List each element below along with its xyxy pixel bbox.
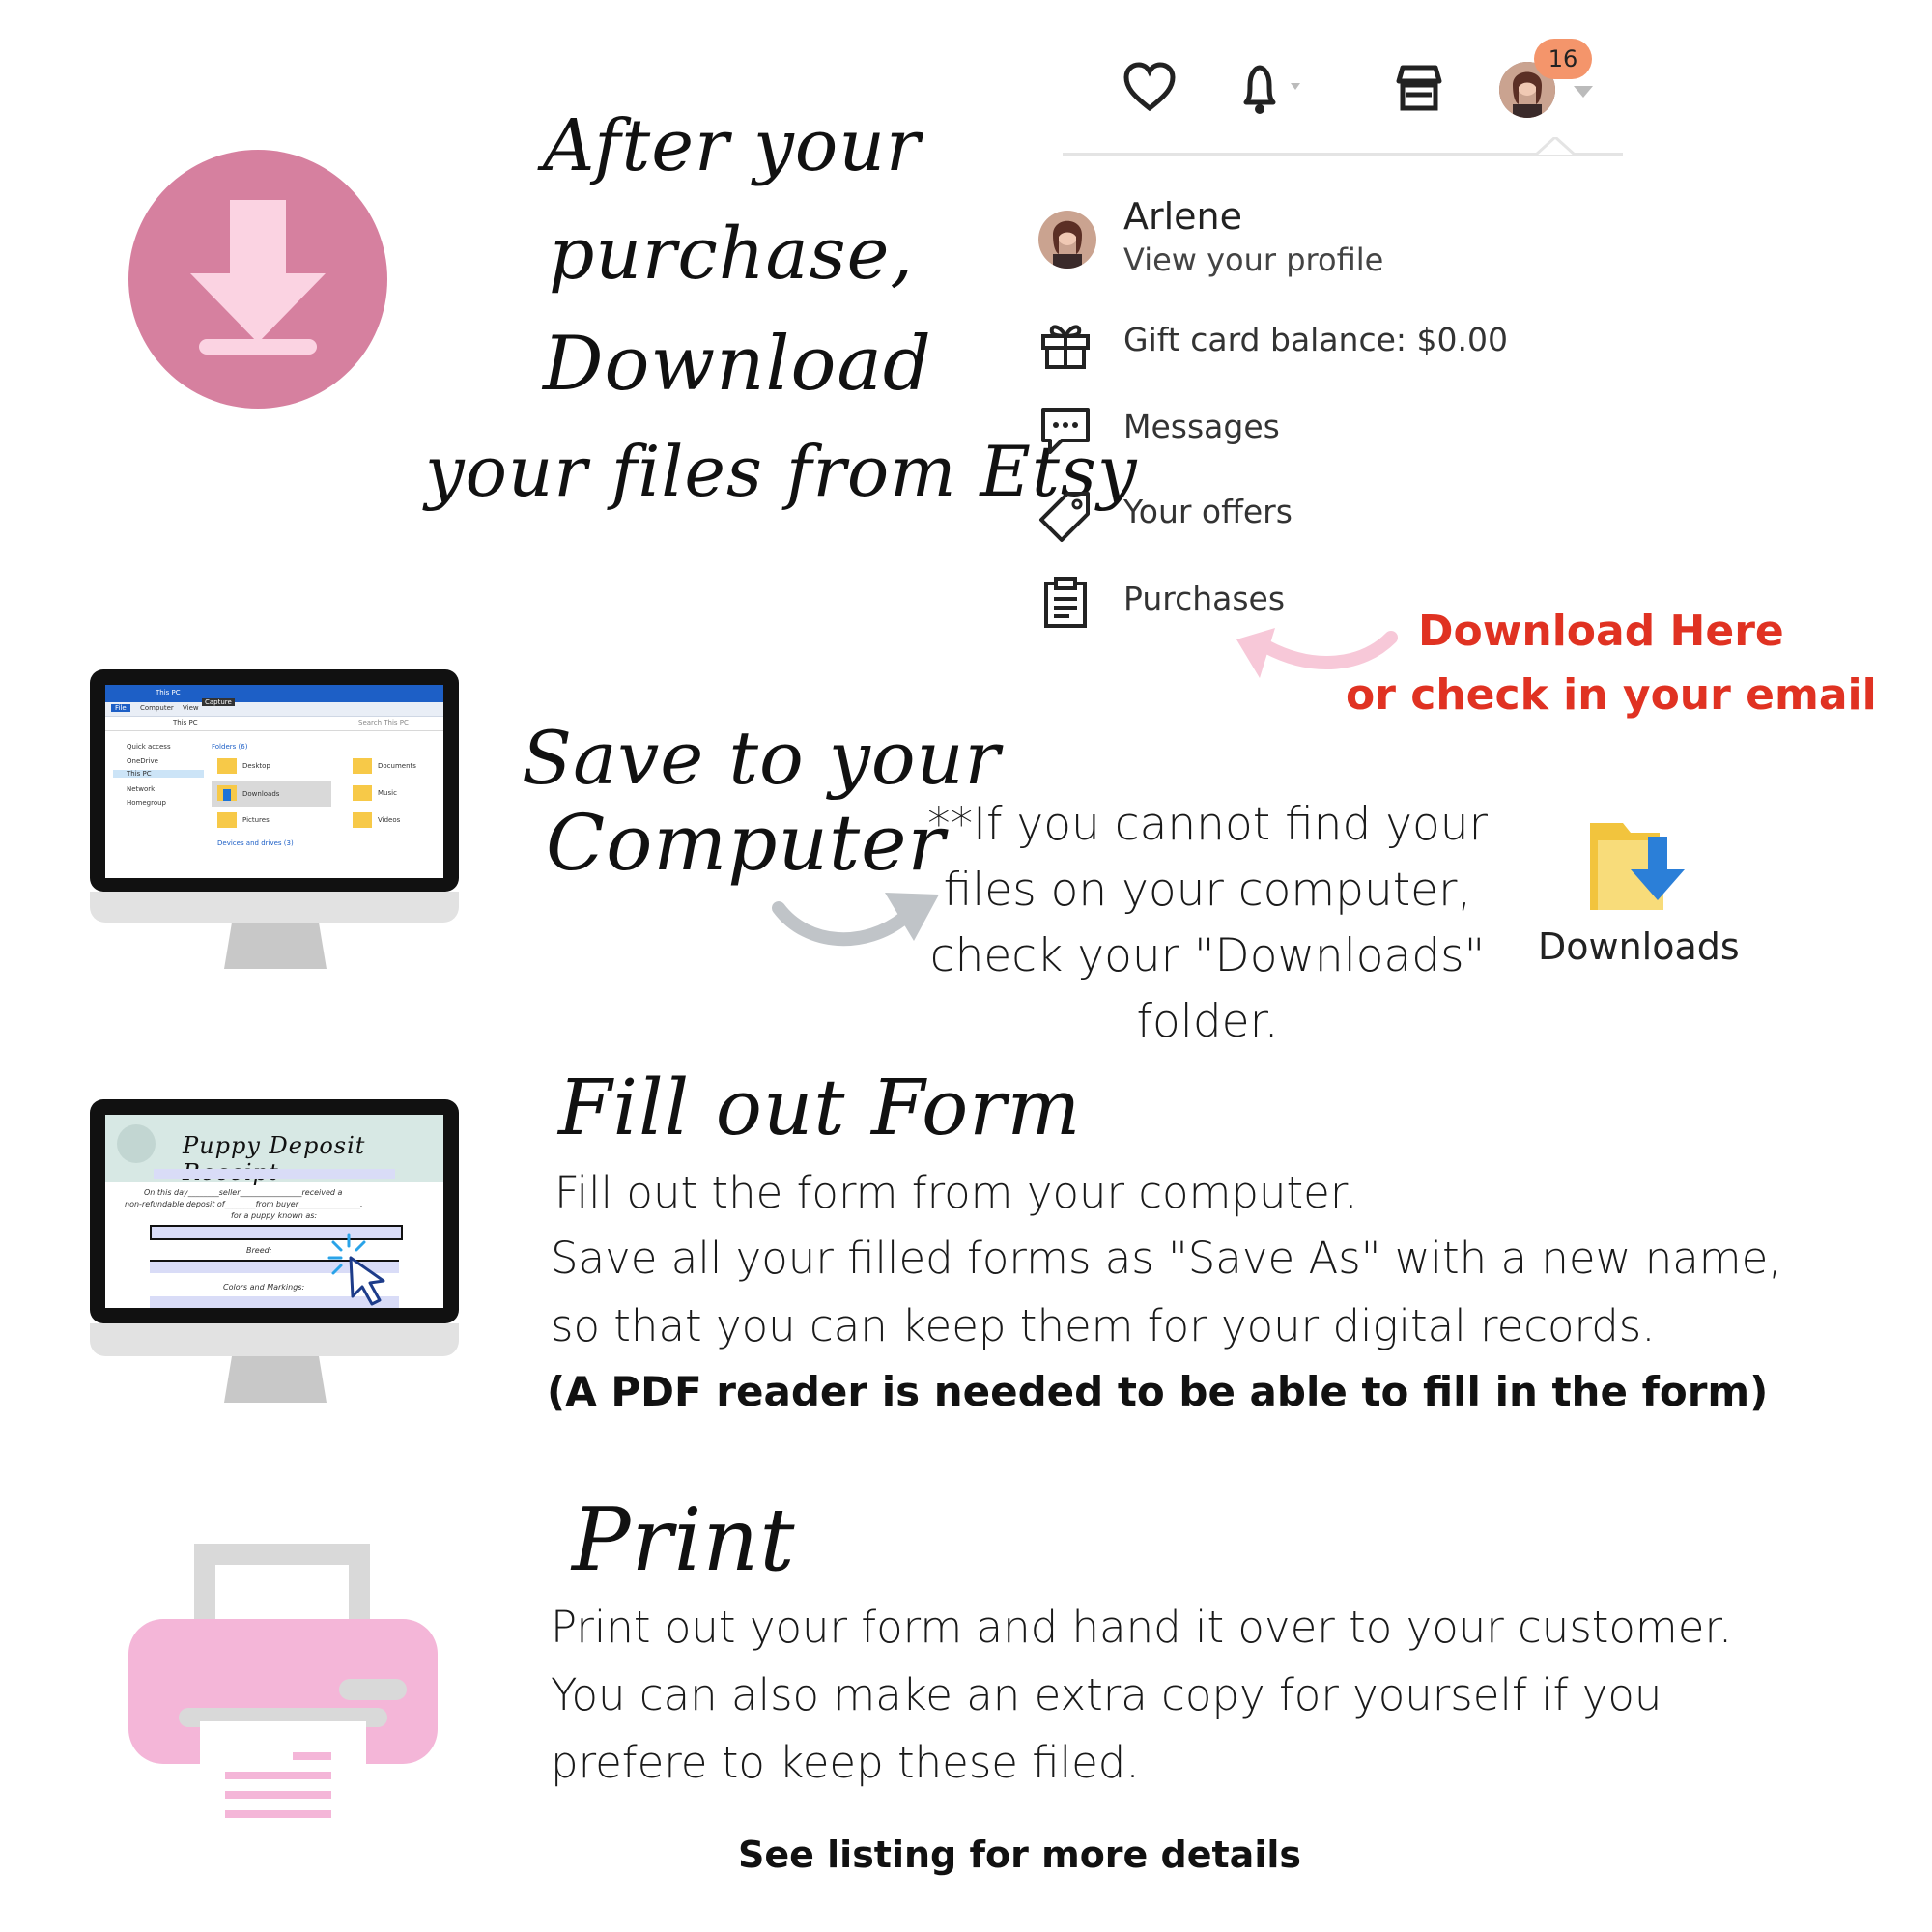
shop-icon[interactable] [1393, 62, 1445, 119]
nav-onedrive[interactable]: OneDrive [127, 757, 158, 765]
notification-badge: 16 [1534, 39, 1592, 79]
monitor-explorer [90, 669, 459, 969]
ribbon-tab-file[interactable]: File [111, 704, 130, 712]
purchases-label: Purchases [1123, 580, 1286, 617]
folder-pictures-label: Pictures [242, 816, 270, 824]
step1-title-line1: After your [543, 104, 922, 187]
messages-icon [1038, 404, 1093, 458]
bell-icon[interactable] [1236, 60, 1314, 121]
step4-text-line2: You can also make an extra copy for yourself if you [551, 1669, 1662, 1720]
folder-music[interactable] [353, 783, 440, 805]
downloads-note-line4: folder. [1136, 995, 1279, 1048]
view-profile-link[interactable]: View your profile [1123, 242, 1384, 278]
folder-documents-label: Documents [378, 762, 416, 770]
receipt-line1: On this day________seller________________received a [144, 1188, 343, 1197]
menu-item-messages[interactable] [1038, 396, 1715, 464]
step4-text-line3: prefere to keep these filed. [551, 1737, 1140, 1788]
explorer-title: This PC [156, 689, 181, 696]
pdf-reader-note: (A PDF reader is needed to be able to fill in the form) [547, 1368, 1769, 1415]
receipt-colors-label: Colors and Markings: [223, 1283, 305, 1292]
check-email-callout: or check in your email [1346, 670, 1877, 720]
nav-homegroup[interactable]: Homegroup [127, 799, 167, 807]
profile-name: Arlene [1123, 195, 1243, 238]
folder-videos-label: Videos [378, 816, 401, 824]
step2-title-line1: Save to your [522, 715, 1001, 801]
nav-network[interactable]: Network [127, 785, 156, 793]
heart-icon[interactable] [1122, 62, 1177, 117]
step3-text-line3: so that you can keep them for your digital records. [551, 1300, 1656, 1351]
folder-icon [353, 758, 372, 774]
folder-documents[interactable] [353, 756, 440, 778]
folder-icon [217, 812, 237, 828]
step1-title-line2: purchase, [549, 213, 914, 296]
folder-icon [217, 758, 237, 774]
step1-title-line3: Download [543, 321, 932, 408]
messages-label: Messages [1123, 408, 1280, 445]
folder-videos[interactable] [353, 810, 440, 832]
monitor-form [90, 1099, 459, 1399]
folder-desktop[interactable] [217, 756, 310, 778]
folder-downloads[interactable] [212, 781, 331, 807]
address-text: This PC [173, 719, 198, 726]
step3-text-line1: Fill out the form from your computer. [554, 1167, 1358, 1218]
downloads-note-line2: files on your computer, [943, 864, 1472, 917]
explorer-ribbon [105, 698, 443, 717]
step4-text-line1: Print out your form and hand it over to your customer. [551, 1602, 1733, 1653]
ribbon-tab-computer[interactable]: Computer [140, 704, 174, 712]
gift-card-balance: Gift card balance: $0.00 [1123, 321, 1508, 358]
download-icon [128, 150, 387, 409]
receipt-breed-label: Breed: [246, 1246, 272, 1255]
explorer-address-bar[interactable] [105, 717, 443, 731]
downloads-folder-icon [1584, 813, 1692, 921]
file-explorer-window [105, 685, 443, 878]
printer-icon [128, 1544, 438, 1838]
gift-icon [1038, 317, 1093, 371]
menu-item-offers[interactable] [1038, 481, 1715, 549]
devices-section: Devices and drives (3) [217, 839, 294, 847]
download-here-callout: Download Here [1418, 607, 1784, 656]
cursor-click-icon [324, 1231, 401, 1308]
nav-this-pc[interactable]: This PC [113, 770, 204, 778]
offers-label: Your offers [1123, 493, 1293, 530]
receipt-title: Puppy Deposit [183, 1132, 366, 1159]
downloads-note-line3: check your "Downloads" [929, 929, 1486, 982]
folder-downloads-label: Downloads [242, 790, 280, 798]
chevron-down-icon[interactable] [1573, 85, 1594, 103]
profile-avatar [1038, 211, 1096, 269]
step4-title: Print [572, 1490, 796, 1591]
folder-icon [353, 785, 372, 801]
footer-note: See listing for more details [738, 1833, 1301, 1876]
paw-icon [117, 1124, 156, 1163]
step2-title-line2: Computer [546, 798, 946, 888]
explorer-titlebar [105, 685, 443, 702]
ribbon-tab-view[interactable]: View [183, 704, 199, 712]
folder-pictures[interactable] [217, 810, 310, 832]
arrow-down-icon [223, 789, 231, 801]
receipt-line3: for a puppy known as: [231, 1211, 318, 1220]
clipboard-icon [1038, 576, 1093, 630]
menu-item-gift-card[interactable] [1038, 309, 1715, 377]
step3-title: Fill out Form [558, 1063, 1082, 1152]
receipt-preview [105, 1115, 443, 1308]
nav-quick-access[interactable]: Quick access [127, 743, 171, 751]
dropdown-caret [1536, 137, 1575, 161]
step3-text-line2: Save all your filled forms as "Save As" with a new name, [551, 1233, 1782, 1284]
search-box[interactable]: Search This PC [358, 719, 409, 726]
step1-title-line4: your files from Etsy [425, 431, 1138, 512]
downloads-note-line1: **If you cannot find your [927, 798, 1488, 851]
folder-icon [353, 812, 372, 828]
tag-icon [1038, 489, 1093, 543]
folder-music-label: Music [378, 789, 397, 797]
downloads-note [908, 792, 1507, 1055]
receipt-line2: non-refundable deposit of________from buyer________________. [125, 1200, 363, 1208]
downloads-folder-label: Downloads [1538, 925, 1740, 968]
ribbon-tab-capture[interactable]: Capture [202, 698, 235, 706]
folder-desktop-label: Desktop [242, 762, 270, 770]
folders-section: Folders (6) [212, 743, 248, 751]
